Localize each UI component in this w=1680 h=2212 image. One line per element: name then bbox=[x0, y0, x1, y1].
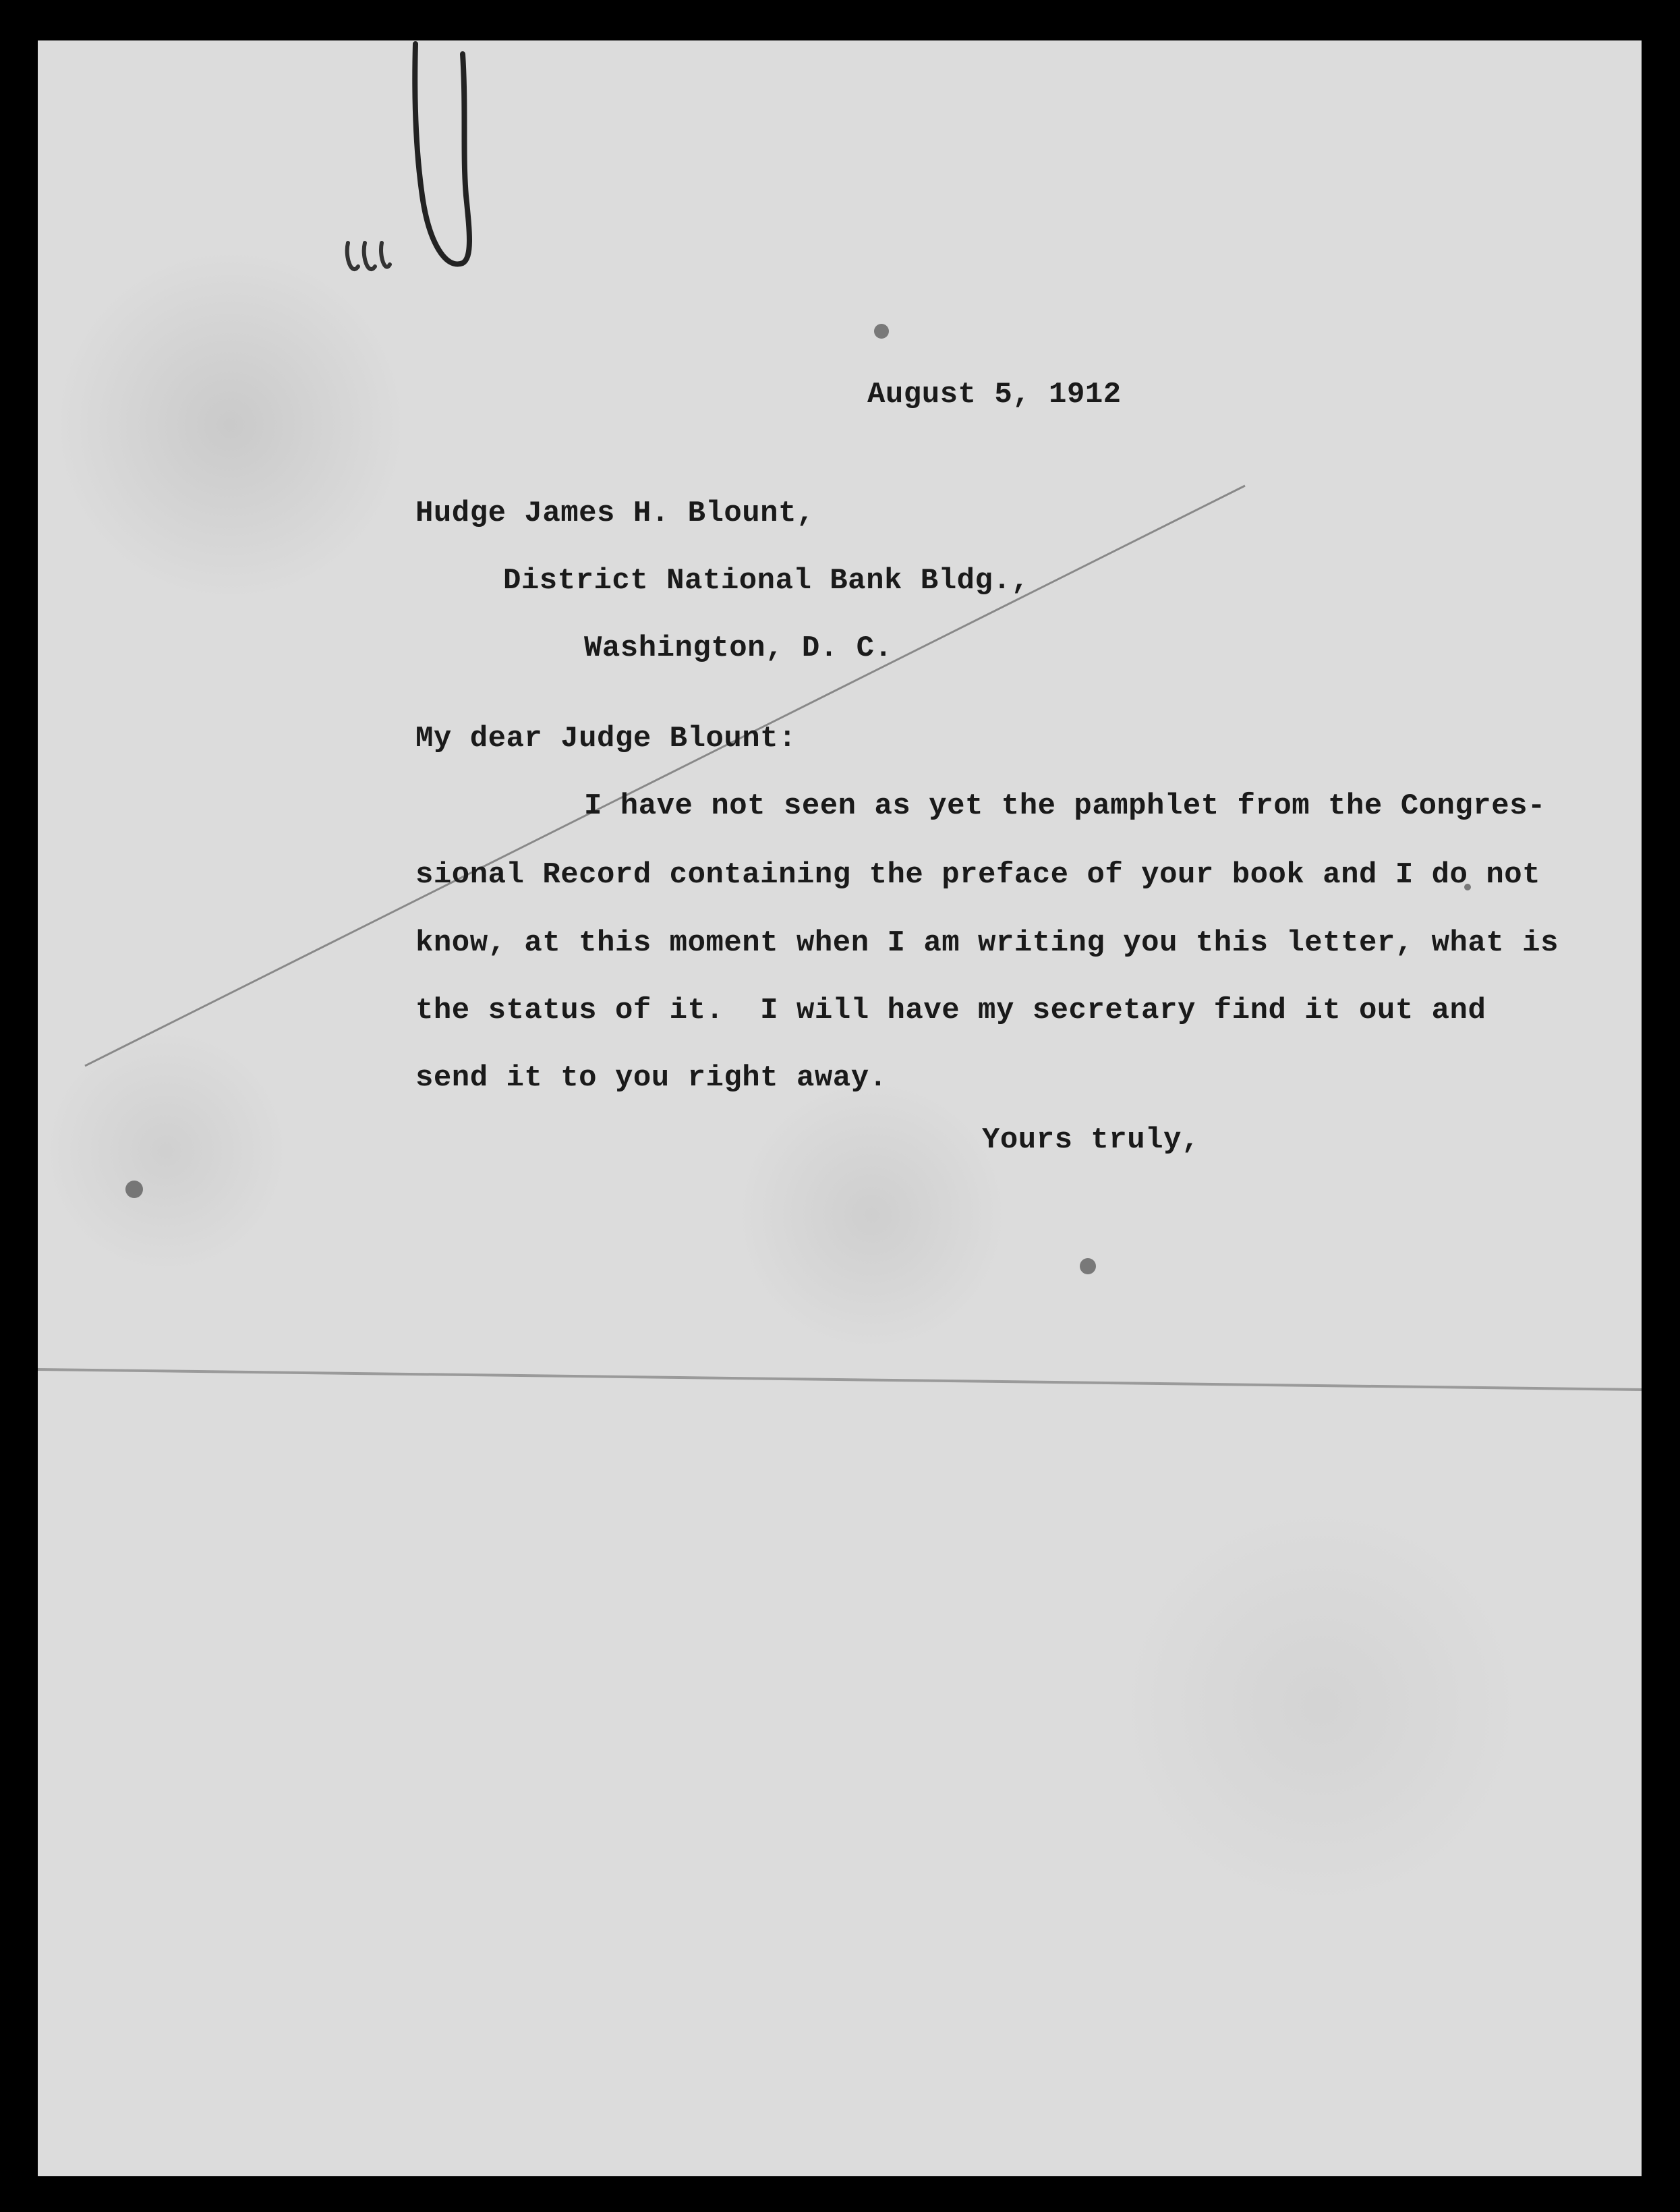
recipient-street: District National Bank Bldg., bbox=[503, 564, 1030, 598]
body-line: sional Record containing the preface of your book and I do not bbox=[415, 858, 1541, 892]
letter-page bbox=[38, 40, 1642, 2176]
body-line: I have not seen as yet the pamphlet from the Congres- bbox=[584, 789, 1546, 823]
body-line: know, at this moment when I am writing you this letter, what is bbox=[415, 926, 1559, 960]
body-line: send it to you right away. bbox=[415, 1061, 888, 1095]
letter-date: August 5, 1912 bbox=[867, 378, 1122, 412]
ink-spot bbox=[874, 324, 889, 339]
recipient-city: Washington, D. C. bbox=[584, 631, 893, 665]
ink-spot bbox=[1080, 1258, 1096, 1274]
ink-spot bbox=[125, 1181, 143, 1198]
closing: Yours truly, bbox=[982, 1123, 1200, 1157]
pencil-diagonal-line bbox=[38, 40, 1642, 2176]
paper-fold-crease bbox=[38, 1363, 1642, 1396]
recipient-name: Hudge James H. Blount, bbox=[415, 497, 815, 530]
body-line: the status of it. I will have my secretary find it out and bbox=[415, 994, 1486, 1027]
salutation: My dear Judge Blount: bbox=[415, 722, 796, 756]
